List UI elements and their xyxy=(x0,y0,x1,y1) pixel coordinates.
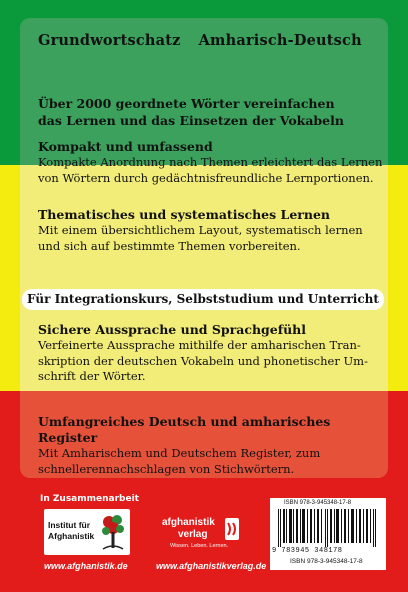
isbn-barcode: ISBN 978-3-945348-17-8 9 783945 348178 ISBN 978-3-945348-17-8 xyxy=(270,498,386,570)
section-heading: Umfangreiches Deutsch und amharisches Register xyxy=(38,414,331,445)
title-left: Grundwortschatz xyxy=(38,32,181,49)
website-link-institut[interactable]: www.afghanistik.de xyxy=(44,561,128,571)
institut-afghanistik-logo: Institut für Afghanistik xyxy=(44,509,130,555)
section-heading: Thematisches und systematisches Lernen xyxy=(38,207,330,222)
section-heading: Kompakt und umfassend xyxy=(38,139,213,154)
audience-banner: Für Integrationskurs, Selbststudium und Unterricht xyxy=(22,289,384,310)
section-thematisch: Thematisches und systematisches Lernen Mit einem übersichtlichem Layout, systematisch lernen und sich auf bestimmte Themen vorbereiten. xyxy=(38,207,383,254)
website-link-verlag[interactable]: www.afghanistikverlag.de xyxy=(156,561,267,571)
section-kompakt: Kompakt und umfassend Kompakte Anordnung nach Themen erleichtert das Lernen von Wörtern durch gedächtnisfreundliche Lernportionen. xyxy=(38,139,383,185)
section-register: Umfangreiches Deutsch und amharisches Register Mit Amharischem und Deutschem Register, zum schnellerennachschlagen von Stichwörtern. xyxy=(38,414,383,477)
collaboration-label: In Zusammenarbeit xyxy=(40,494,139,504)
barcode-icon xyxy=(278,509,378,547)
section-heading: Sichere Aussprache und Sprachgefühl xyxy=(38,322,307,337)
section-aussprache: Sichere Aussprache und Sprachgefühl Verfeinerte Aussprache mithilfe der amharischen Tran- skription der deutschen Vokabeln und phonetischer Um- schrift der Wörter. xyxy=(38,322,383,385)
title-right: Amharisch-Deutsch xyxy=(198,32,362,49)
book-title xyxy=(38,32,362,49)
book-icon xyxy=(224,517,240,541)
intro-text: Über 2000 geordnete Wörter vereinfachen das Lernen und das Einsetzen der Vokabeln xyxy=(38,96,344,128)
tree-icon xyxy=(99,512,127,552)
afghanistik-verlag-logo: afghanistik verlag Wissen. Leben. Lernen. xyxy=(160,513,242,553)
